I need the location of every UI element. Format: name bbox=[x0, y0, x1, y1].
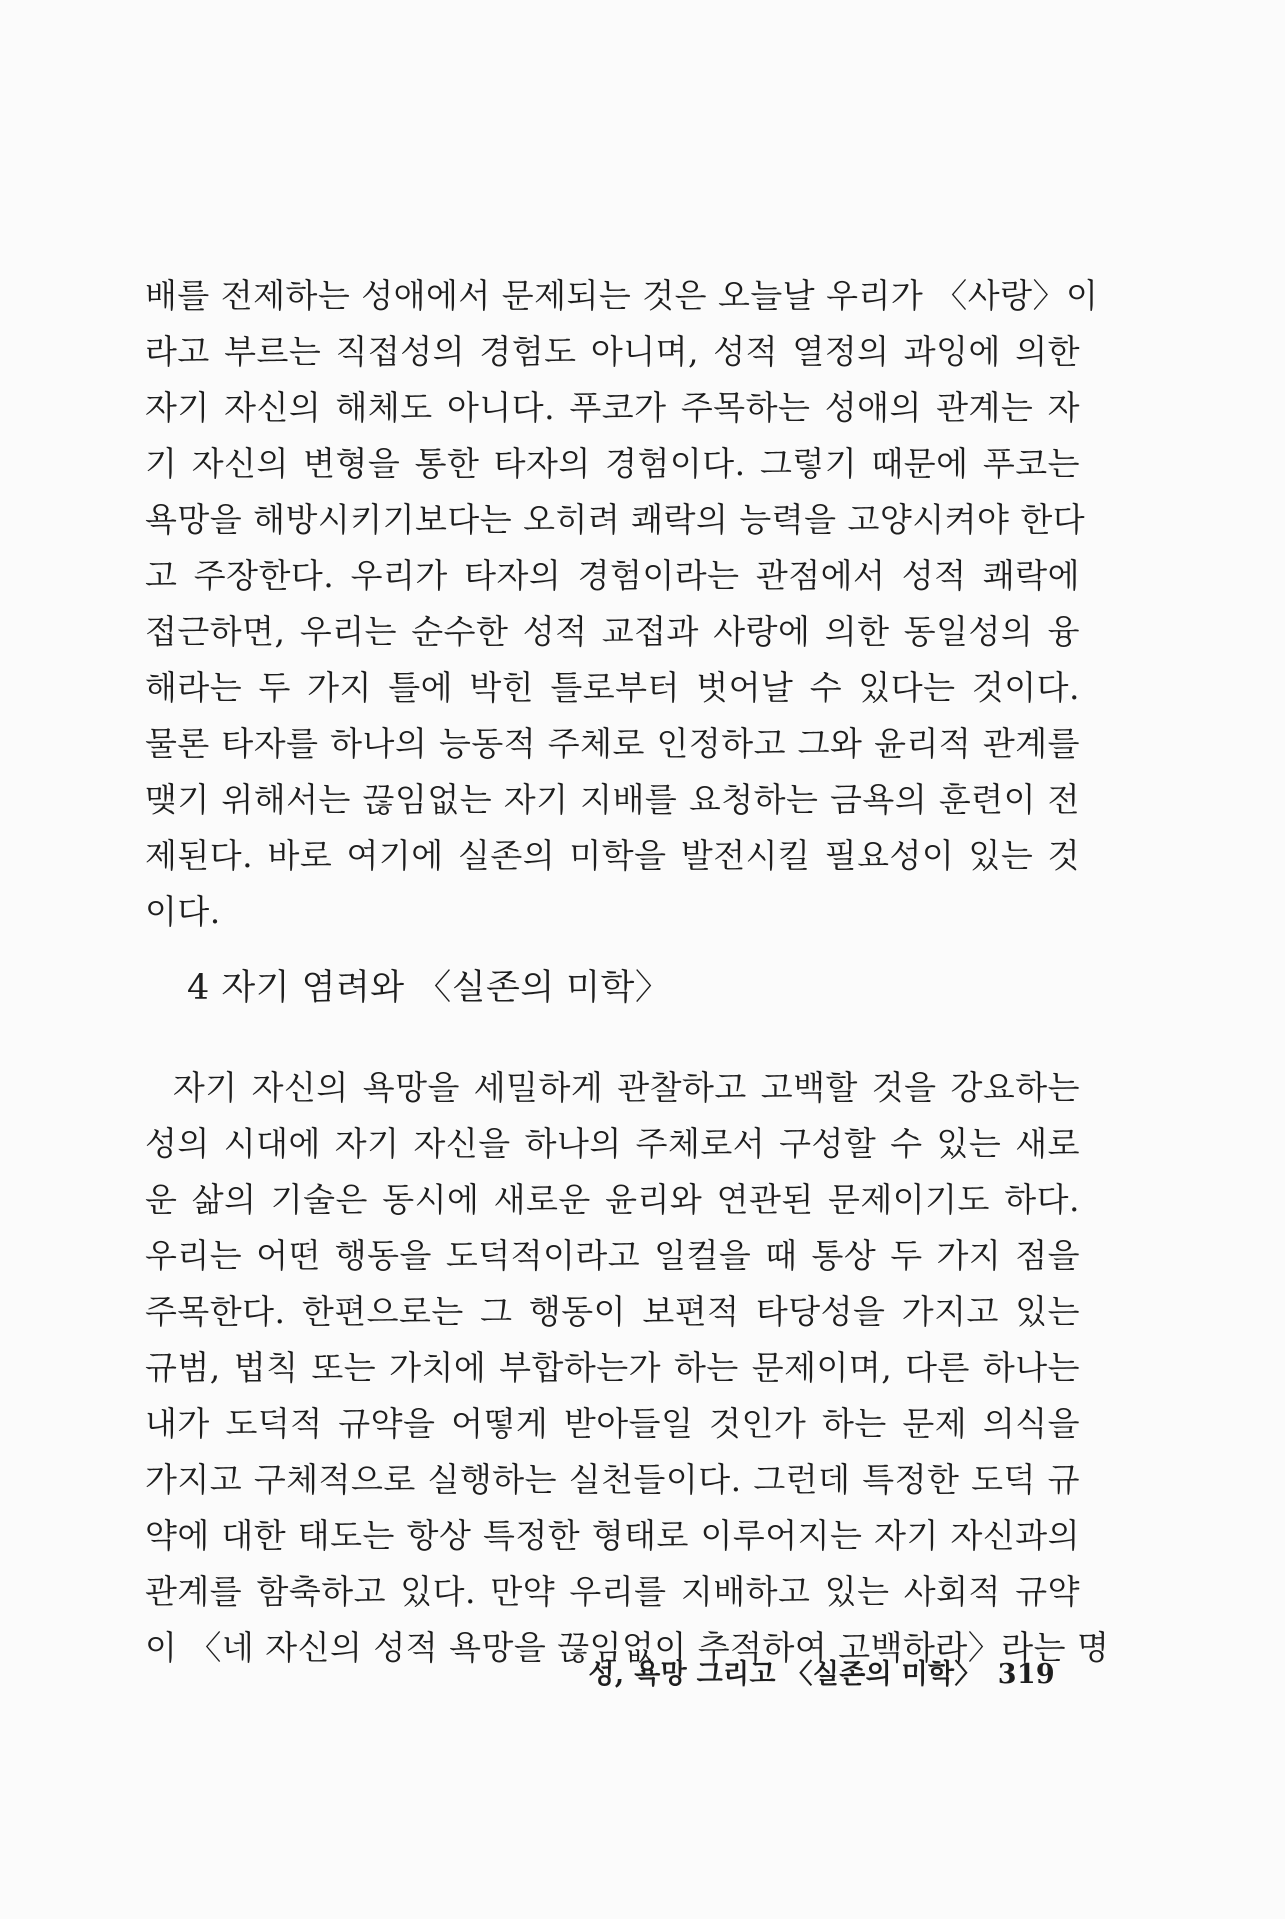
text-line: 해라는 두 가지 틀에 박힌 틀로부터 벗어날 수 있다는 것이다. bbox=[145, 668, 1080, 707]
text-line: 고 주장한다. 우리가 타자의 경험이라는 관점에서 성적 쾌락에 bbox=[145, 556, 1080, 595]
paragraph-2 bbox=[145, 1060, 1110, 1676]
text-line: 욕망을 해방시키기보다는 오히려 쾌락의 능력을 고양시켜야 한다 bbox=[145, 500, 1086, 539]
text-line: 물론 타자를 하나의 능동적 주체로 인정하고 그와 윤리적 관계를 bbox=[145, 724, 1080, 763]
text-line: 자기 자신의 욕망을 세밀하게 관찰하고 고백할 것을 강요하는 bbox=[145, 1068, 1080, 1107]
text-line: 배를 전제하는 성애에서 문제되는 것은 오늘날 우리가 〈사랑〉이 bbox=[145, 276, 1099, 315]
text-line: 약에 대한 태도는 항상 특정한 형태로 이루어지는 자기 자신과의 bbox=[145, 1516, 1080, 1555]
text-line: 우리는 어떤 행동을 도덕적이라고 일컬을 때 통상 두 가지 점을 bbox=[145, 1236, 1080, 1275]
text-line: 성의 시대에 자기 자신을 하나의 주체로서 구성할 수 있는 새로 bbox=[145, 1124, 1080, 1163]
text-line: 관계를 함축하고 있다. 만약 우리를 지배하고 있는 사회적 규약 bbox=[145, 1572, 1080, 1611]
text-line: 접근하면, 우리는 순수한 성적 교접과 사랑에 의한 동일성의 융 bbox=[145, 612, 1080, 651]
text-line: 제된다. 바로 여기에 실존의 미학을 발전시킬 필요성이 있는 것 bbox=[145, 836, 1080, 875]
text-line: 가지고 구체적으로 실행하는 실천들이다. 그런데 특정한 도덕 규 bbox=[145, 1460, 1080, 1499]
text-line: 이 〈네 자신의 성적 욕망을 끊임없이 추적하여 고백하라〉라는 명 bbox=[145, 1628, 1110, 1667]
text-line: 맺기 위해서는 끊임없는 자기 지배를 요청하는 금욕의 훈련이 전 bbox=[145, 780, 1080, 819]
paragraph-1 bbox=[145, 268, 1099, 940]
text-line: 이다. bbox=[145, 892, 221, 931]
text-line: 기 자신의 변형을 통한 타자의 경험이다. 그렇기 때문에 푸코는 bbox=[145, 444, 1080, 483]
text-line: 주목한다. 한편으로는 그 행동이 보편적 타당성을 가지고 있는 bbox=[145, 1292, 1080, 1331]
running-title: 성, 욕망 그리고 〈실존의 미학〉 bbox=[588, 1659, 982, 1690]
text-line: 규범, 법칙 또는 가치에 부합하는가 하는 문제이며, 다른 하나는 bbox=[145, 1348, 1080, 1387]
page-footer bbox=[588, 1655, 1055, 1695]
text-line: 라고 부르는 직접성의 경험도 아니며, 성적 열정의 과잉에 의한 bbox=[145, 332, 1080, 371]
page-number: 319 bbox=[997, 1659, 1055, 1690]
text-line: 내가 도덕적 규약을 어떻게 받아들일 것인가 하는 문제 의식을 bbox=[145, 1404, 1080, 1443]
section-heading: 4 자기 염려와 〈실존의 미학〉 bbox=[187, 968, 671, 1008]
text-line: 자기 자신의 해체도 아니다. 푸코가 주목하는 성애의 관계는 자 bbox=[145, 388, 1080, 427]
text-line: 운 삶의 기술은 동시에 새로운 윤리와 연관된 문제이기도 하다. bbox=[145, 1180, 1080, 1219]
